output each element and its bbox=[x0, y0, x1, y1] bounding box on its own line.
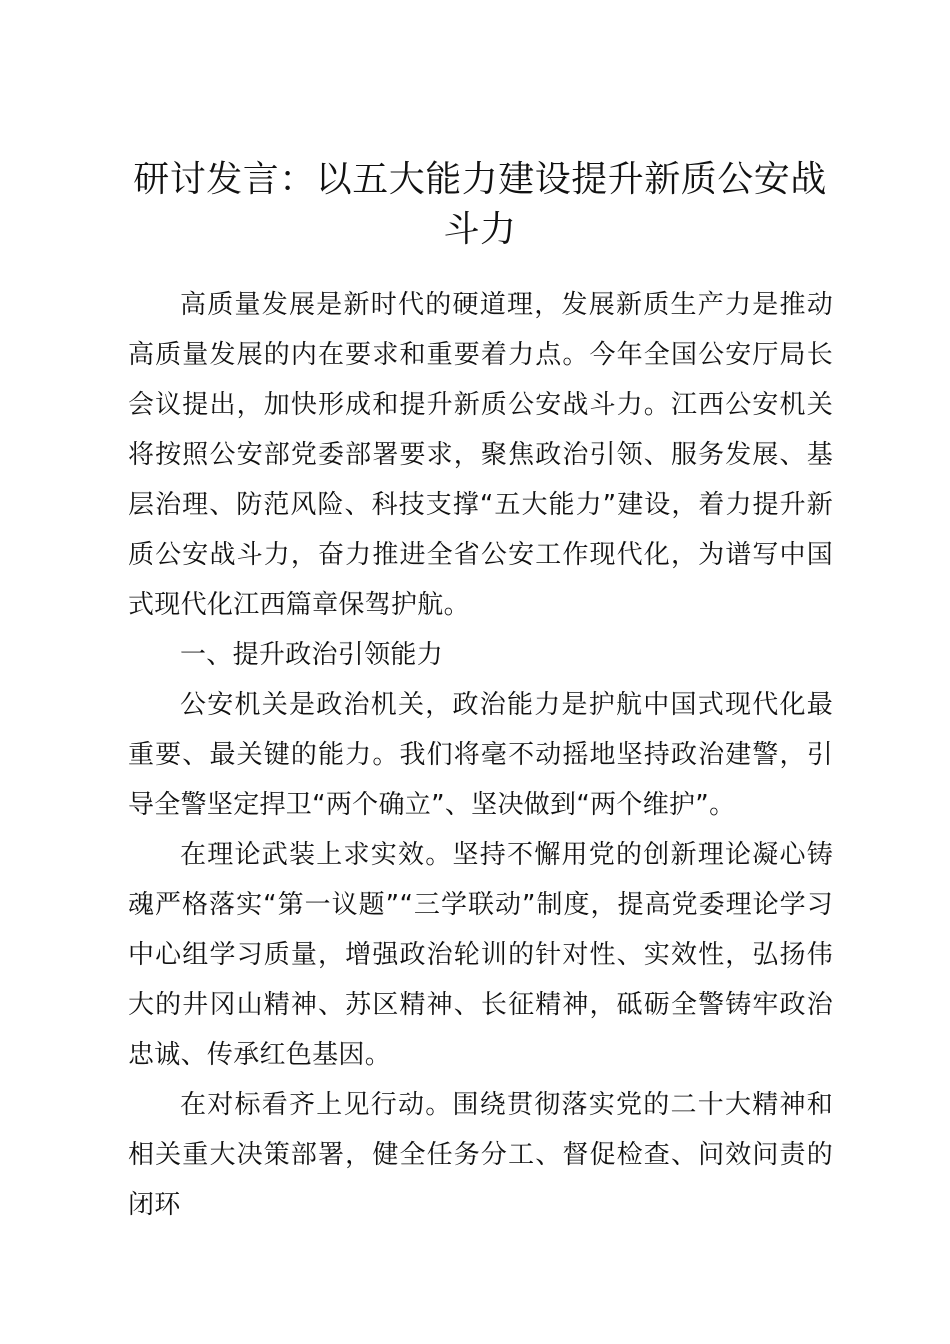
paragraph-intro: 高质量发展是新时代的硬道理，发展新质生产力是推动高质量发展的内在要求和重要着力点。今年全国公安厅局长会议提出，加快形成和提升新质公安战斗力。江西公安机关将按照公安部党委部署要求，聚焦政治引领、服务发展、基层治理、防范风险、科技支撑“五大能力”建设，着力提升新质公安战斗力，奋力推进全省公安工作现代化，为谱写中国式现代化江西篇章保驾护航。 bbox=[128, 290, 833, 620]
section-heading-political-leadership: 一、提升政治引领能力 bbox=[180, 640, 444, 670]
paragraph-political-organ: 公安机关是政治机关，政治能力是护航中国式现代化最重要、最关键的能力。我们将毫不动摇地坚持政治建警，引导全警坚定捍卫“两个确立”、坚决做到“两个维护”。 bbox=[128, 690, 833, 820]
paragraph-theory-arming: 在理论武装上求实效。坚持不懈用党的创新理论凝心铸魂严格落实“第一议题”“三学联动”制度，提高党委理论学习中心组学习质量，增强政治轮训的针对性、实效性，弘扬伟大的井冈山精神、苏区精神、长征精神，砥砺全警铸牢政治忠诚、传承红色基因。 bbox=[128, 840, 833, 1070]
paragraph-benchmark-action: 在对标看齐上见行动。围绕贯彻落实党的二十大精神和相关重大决策部署，健全任务分工、督促检查、问效问责的闭环 bbox=[128, 1090, 833, 1220]
document-title: 研讨发言：以五大能力建设提升新质公安战斗力 bbox=[133, 159, 827, 250]
document-body bbox=[128, 280, 833, 1230]
